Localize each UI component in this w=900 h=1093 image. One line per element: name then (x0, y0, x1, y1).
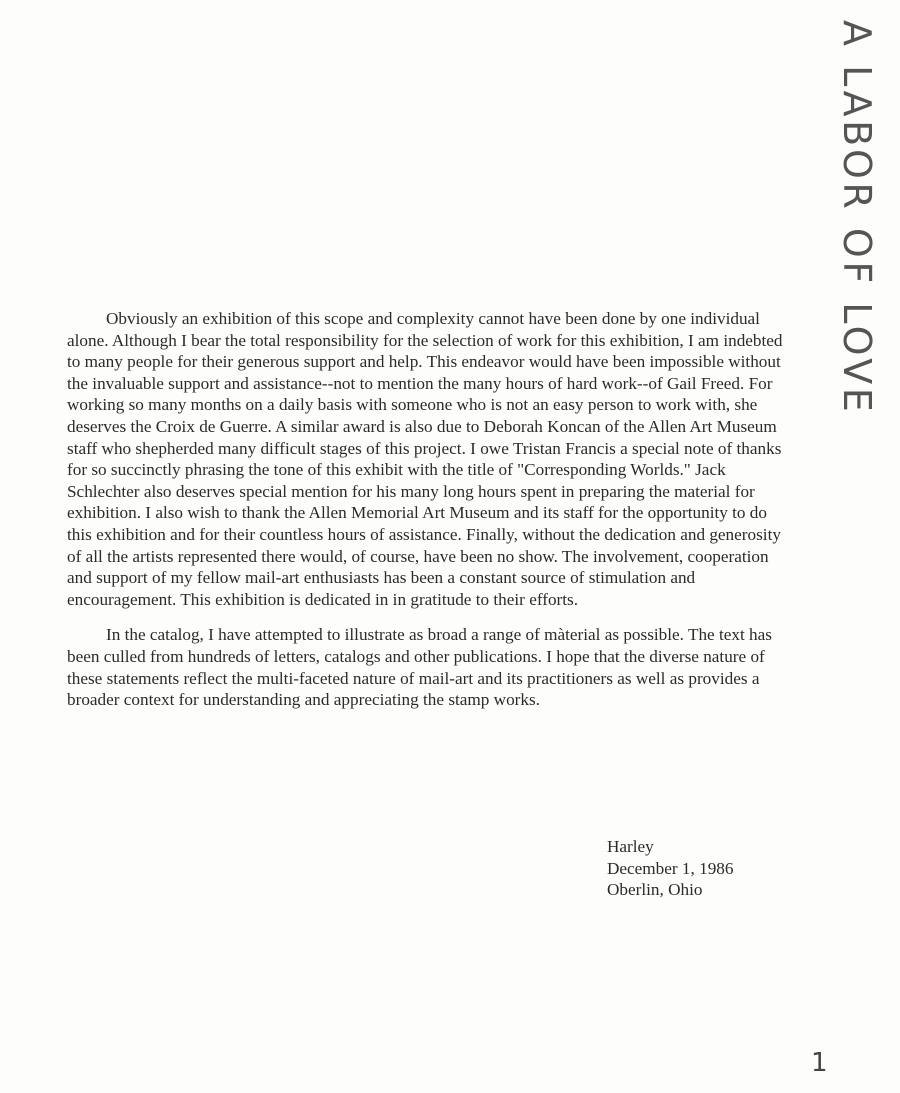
side-title: A LABOR OF LOVE (835, 20, 879, 416)
signature-name: Harley (607, 837, 654, 856)
signature-block (607, 836, 733, 901)
paragraph-catalog: In the catalog, I have attempted to illustrate as broad a range of màterial as possible. The text has been culled from hundreds of letters, catalogs and other publications. I hope that the diverse nature of these statements reflect the multi-faceted nature of mail-art and its practitioners as well as provides a broader context for understanding and appreciating the stamp works. (67, 625, 772, 710)
signature-date: December 1, 1986 (607, 858, 734, 878)
paragraph-acknowledgements: Obviously an exhibition of this scope and complexity cannot have been done by one individual alone. Although I bear the total responsibility for the selection of work for this exhibition, I am indebted to many people for their generous support and help. This endeavor would have been impossible without the invaluable support and assistance--not to mention the many hours of hard work--of Gail Freed. For working so many months on a daily basis with someone who is not an easy person to work with, she deserves the Croix de Guerre. A similar award is also due to Deborah Koncan of the Allen Art Museum staff who shepherded many difficult stages of this project. I owe Tristan Francis a special note of thanks for so succinctly phrasing the tone of this exhibit with the title of "Corresponding Worlds." Jack Schlechter also deserves special mention for his many long hours spent in preparing the material for exhibition. I also wish to thank the Allen Memorial Art Museum and its staff for the opportunity to do this exhibition and for their countless hours of assistance. Finally, without the dedication and generosity of all the artists represented there would, of course, have been no show. The involvement, cooperation and support of my fellow mail-art enthusiasts has been a constant source of stimulation and encouragement. This exhibition is dedicated in in gratitude to their efforts. (67, 309, 783, 609)
page-number: 1 (811, 1048, 828, 1078)
body-text (67, 308, 787, 725)
signature-place: Oberlin, Ohio (607, 880, 703, 900)
